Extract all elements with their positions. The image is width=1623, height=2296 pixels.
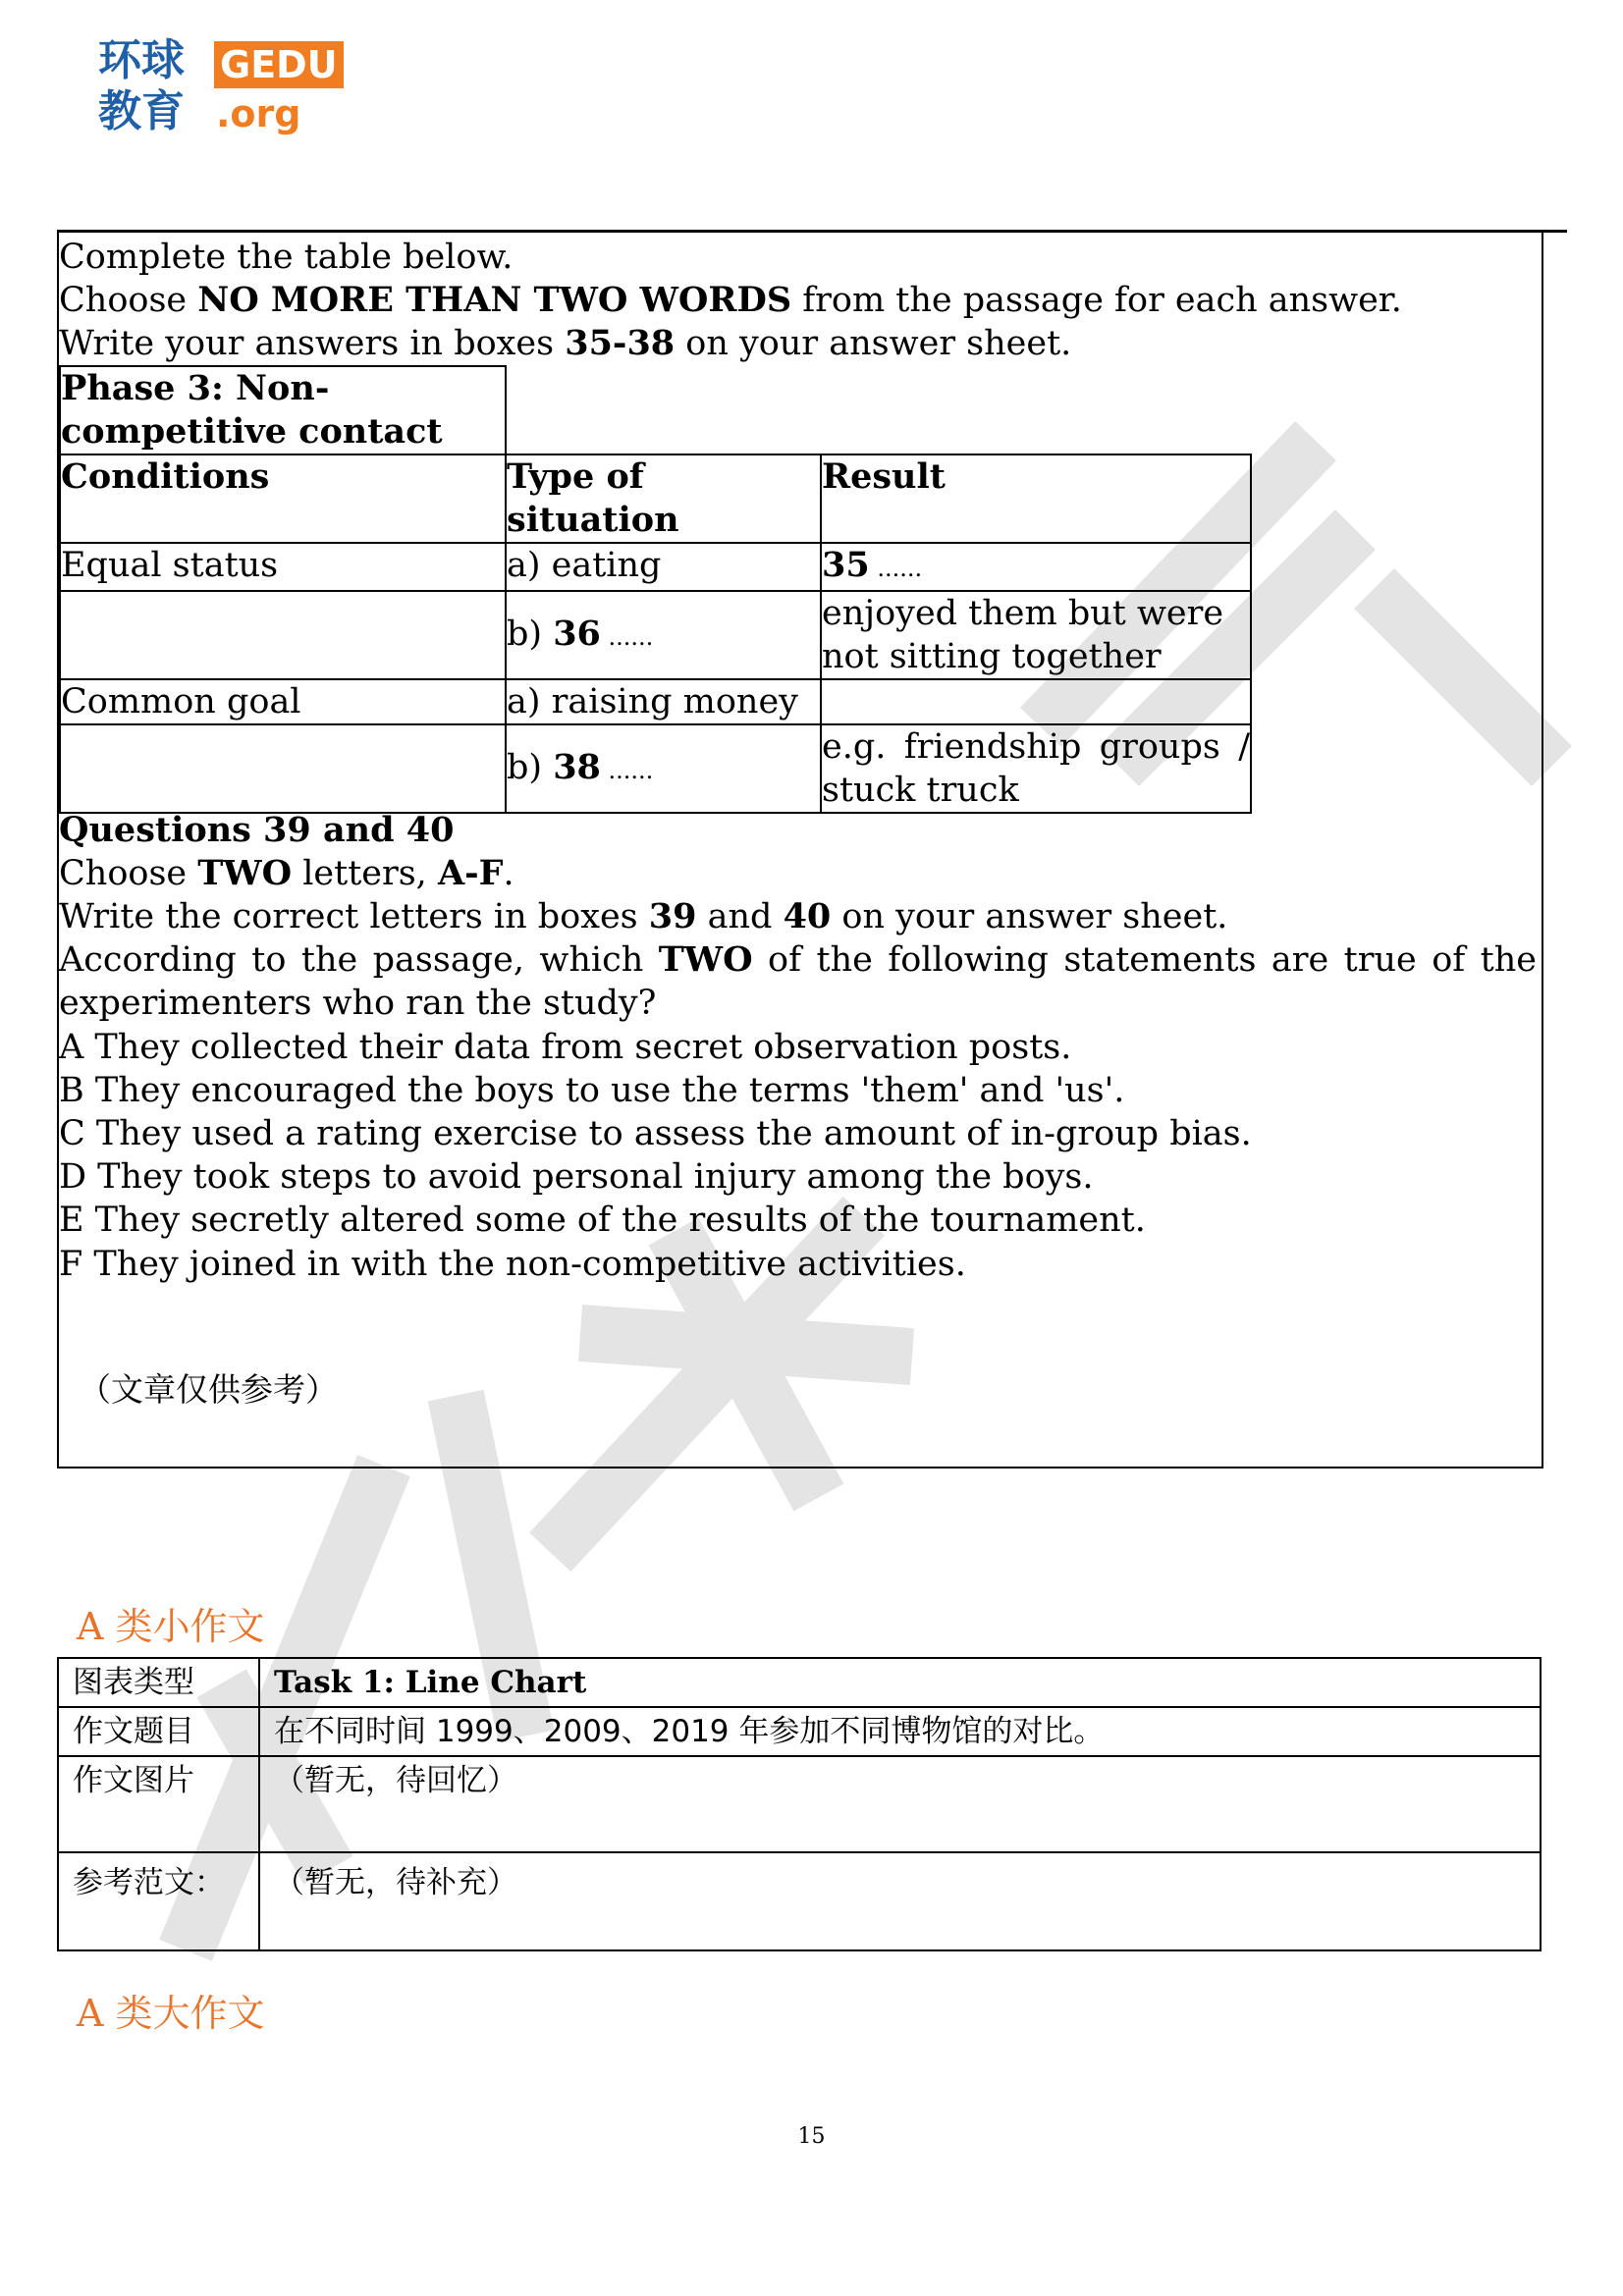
result-cell: enjoyed them but were not sitting together [821,591,1251,679]
instruction-text: letters, [292,854,438,893]
instruction-bold: TWO [197,853,293,893]
note-text: （文章仅供参考） [79,1370,338,1409]
instruction-line-2 [59,279,1402,322]
section-title-text: A 类大作文 [77,1992,265,2035]
questions-write [59,895,1227,938]
option-a [59,1026,1071,1069]
instruction-bold: A-F [437,853,504,893]
table-row [58,1707,1541,1756]
task-key-cell: 作文题目 [58,1707,259,1756]
situation-cell: a) eating [506,543,821,591]
header-cell [60,454,506,543]
logo-gedu-text: GEDU [214,41,344,88]
task-value-cell: 在不同时间 1999、2009、2019 年参加不同博物馆的对比。 [259,1707,1541,1756]
option-text: D They took steps to avoid personal injury among the boys. [59,1157,1094,1197]
logo-chinese-text: 环球 教育 [98,35,185,136]
table-row [60,679,1251,724]
condition-cell [60,591,506,679]
table-row [58,1852,1541,1950]
option-text: B They encouraged the boys to use the terms 'them' and 'us'. [59,1071,1125,1110]
empty-cell [821,366,1251,454]
page-number: 15 [797,2124,826,2149]
instruction-text: . [503,854,514,893]
instruction-bold: 39 [648,896,697,936]
instruction-text: Choose [59,281,198,320]
question-stem-line-1 [59,938,1537,982]
instruction-line-1 [59,236,513,279]
task-value-cell: （暂无，待补充） [259,1852,1541,1950]
option-text: E They secretly altered some of the results of the tournament. [59,1201,1146,1240]
question-number: 35 [822,545,870,585]
question-number: 36 [553,613,601,654]
situation-prefix: b) [507,747,554,787]
stem-text: experimenters who ran the study? [59,984,657,1023]
instruction-text: from the passage for each answer. [791,281,1402,320]
answer-blank: ...... [869,555,923,582]
section-title-text: A 类小作文 [77,1605,265,1648]
instruction-bold: NO MORE THAN TWO WORDS [197,280,792,320]
stem-text: of the following statements are true of the [752,940,1537,980]
result-cell: e.g. friendship groups / stuck truck [821,724,1251,813]
situation-cell [506,591,821,679]
task-value-cell: （暂无，待回忆） [259,1756,1541,1852]
gedu-logo [98,35,353,143]
question-number: 38 [553,746,601,787]
result-cell [821,543,1251,591]
questions-choose [59,852,514,895]
table-row [58,1756,1541,1852]
situation-prefix: b) [507,614,554,654]
table-header-row [60,454,1251,543]
instruction-bold: 40 [783,896,832,936]
table-row [58,1658,1541,1707]
task-key-cell: 作文图片 [58,1756,259,1852]
answer-blank: ...... [600,756,654,784]
option-e [59,1199,1146,1242]
instruction-bold: 35-38 [565,323,676,363]
instruction-text: Complete the table below. [59,238,514,277]
questions-title-text: Questions 39 and 40 [59,810,455,850]
header-conditions: Conditions [61,456,270,497]
header-cell [821,454,1251,543]
condition-cell: Equal status [60,543,506,591]
table-row [60,543,1251,591]
instruction-text: on your answer sheet. [675,324,1072,363]
situation-cell [506,724,821,813]
task-key-cell: 图表类型 [58,1658,259,1707]
stem-bold: TWO [658,939,753,980]
task-value-cell: Task 1: Line Chart [259,1658,1541,1707]
option-text: C They used a rating exercise to assess the amount of in-group bias. [59,1114,1252,1153]
instruction-text: Write the correct letters in boxes [59,897,649,936]
questions-title [59,809,454,852]
option-text: A They collected their data from secret observation posts. [59,1028,1072,1067]
option-c [59,1112,1252,1155]
result-cell [821,679,1251,724]
header-result: Result [822,456,946,497]
task-key-cell: 参考范文： [58,1852,259,1950]
option-b [59,1069,1124,1112]
option-d [59,1155,1094,1199]
condition-cell [60,724,506,813]
phase-title: Phase 3: Non-competitive contact [61,368,443,452]
option-text: F They joined in with the non-competitive activities. [59,1245,966,1284]
empty-cell [506,366,821,454]
completion-table [59,365,1252,814]
table-row [60,366,1251,454]
condition-cell: Common goal [60,679,506,724]
instruction-text: on your answer sheet. [831,897,1228,936]
task-table [57,1657,1542,1951]
header-cell [506,454,821,543]
table-row [60,724,1251,813]
phase-title-cell [60,366,506,454]
question-stem-line-2 [59,982,656,1025]
reference-note [79,1368,338,1412]
logo-org-text: .org [216,92,301,135]
header-type-of-situation: Type of situation [507,456,679,540]
instruction-text: and [696,897,784,936]
instruction-line-3 [59,322,1071,365]
answer-blank: ...... [600,622,654,651]
stem-text: According to the passage, which [59,940,659,980]
section-a-big-title [77,1991,265,2036]
situation-cell: a) raising money [506,679,821,724]
instruction-text: Write your answers in boxes [59,324,566,363]
instruction-text: Choose [59,854,198,893]
option-f [59,1243,966,1286]
section-a-small-title [77,1604,265,1649]
table-row [60,591,1251,679]
